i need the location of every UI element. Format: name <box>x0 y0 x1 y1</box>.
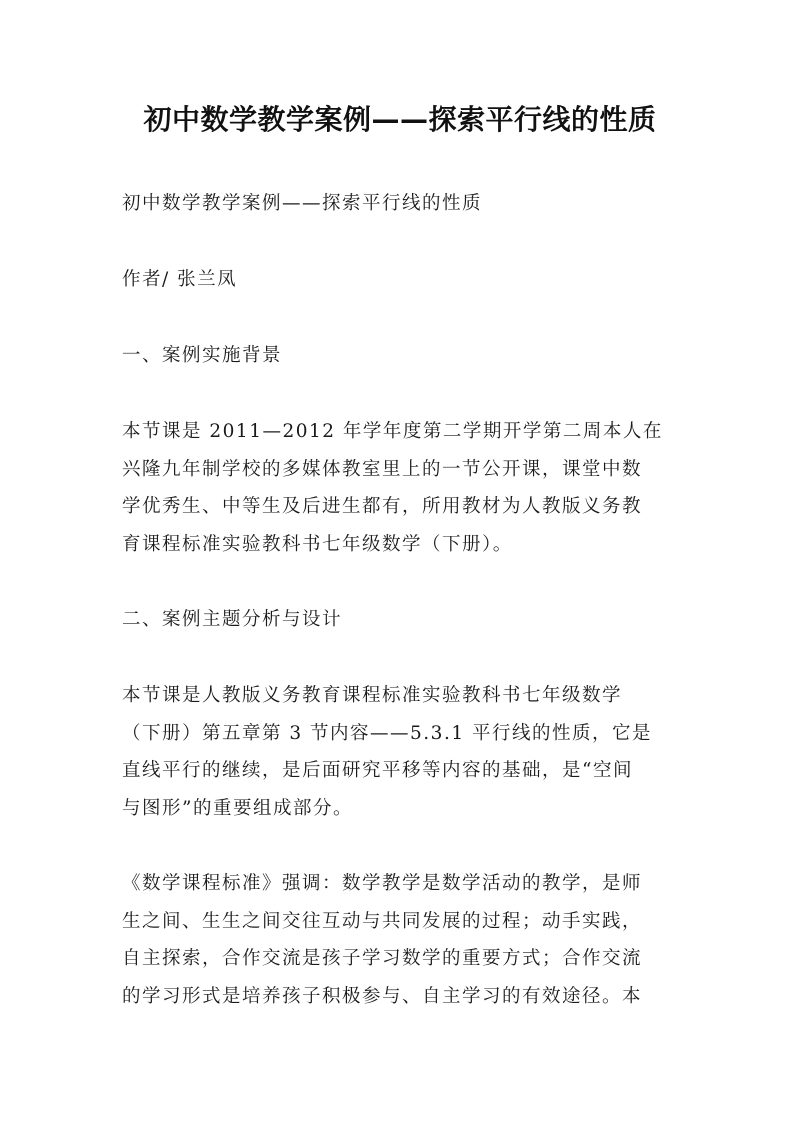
paragraph-line: 本节课是 2011—2012 年学年度第二学期开学第二周本人在 <box>122 421 663 442</box>
paragraph-background <box>122 418 682 568</box>
paragraph-analysis-1 <box>122 682 682 832</box>
paragraph-line: 兴隆九年制学校的多媒体教室里上的一节公开课，课堂中数 <box>122 458 643 480</box>
paragraph-line: 的学习形式是培养孩子积极参与、自主学习的有效途径。本 <box>122 985 643 1007</box>
author-line: 作者/ 张兰凤 <box>122 269 238 290</box>
paragraph-line: 与图形”的重要组成部分。 <box>122 797 353 819</box>
paragraph-line: 学优秀生、中等生及后进生都有，所用教材为人教版义务教 <box>122 496 643 517</box>
paragraph-line: （下册）第五章第 3 节内容——5.3.1 平行线的性质，它是 <box>122 722 652 744</box>
section-heading-analysis: 二、案例主题分析与设计 <box>122 609 343 630</box>
paragraph-line: 自主探索，合作交流是孩子学习数学的重要方式；合作交流 <box>122 948 643 969</box>
paragraph-analysis-2 <box>122 870 682 1020</box>
paragraph-line: 《数学课程标准》强调：数学教学是数学活动的教学，是师 <box>122 873 643 894</box>
paragraph-line: 生之间、生生之间交往互动与共同发展的过程；动手实践， <box>122 910 643 932</box>
section-heading-background: 一、案例实施背景 <box>122 345 283 366</box>
paragraph-line: 育课程标准实验教科书七年级数学（下册）。 <box>122 533 513 555</box>
paragraph-line: 本节课是人教版义务教育课程标准实验教科书七年级数学 <box>122 685 623 706</box>
document-subtitle: 初中数学教学案例——探索平行线的性质 <box>122 193 483 214</box>
document-title: 初中数学教学案例——探索平行线的性质 <box>143 103 657 136</box>
paragraph-line: 直线平行的继续，是后面研究平移等内容的基础，是“空间 <box>122 760 633 781</box>
